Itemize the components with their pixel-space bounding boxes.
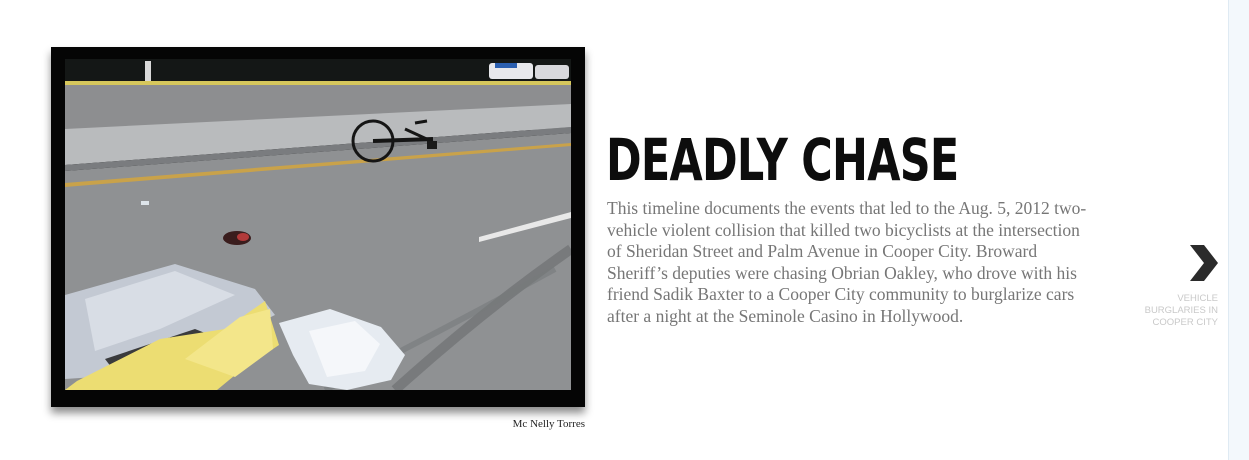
story-description: This timeline documents the events that led to the Aug. 5, 2012 two-vehicle violent collision that killed two bicyclists at the intersection of Sheridan Street and Palm Avenue in Cooper City. Broward Sheriff’s deputies were chasing Obrian Oakley, who drove with his friend Sadik Baxter to a Cooper City community to burglarize cars after a night at the Seminole Casino in Hollywood. — [607, 198, 1087, 326]
photo-frame — [51, 47, 585, 407]
next-story-link[interactable]: VEHICLE BURGLARIES IN COOPER CITY — [1144, 293, 1218, 328]
page-title: DEADLY CHASE — [606, 126, 959, 194]
right-edge-panel — [1228, 0, 1249, 460]
chevron-right-icon[interactable] — [1187, 243, 1221, 283]
photo-credit: Mc Nelly Torres — [512, 418, 585, 430]
crash-scene-photo — [65, 59, 571, 390]
